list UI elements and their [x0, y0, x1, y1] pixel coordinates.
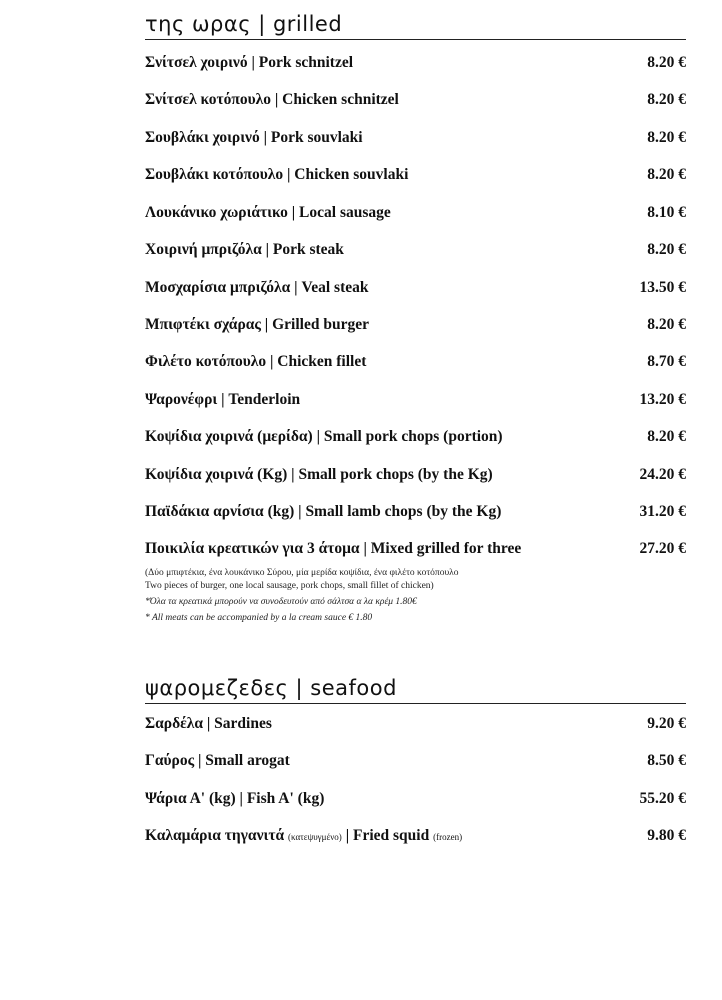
item-price: 9.80 €	[647, 827, 686, 844]
item-price: 8.20 €	[647, 428, 686, 445]
item-price: 31.20 €	[639, 503, 686, 520]
menu-item	[145, 712, 686, 736]
item-price: 8.10 €	[647, 204, 686, 221]
item-name: Σνίτσελ χοιρινό | Pork schnitzel	[145, 54, 354, 71]
heading-divider	[145, 703, 686, 704]
heading-divider	[145, 39, 686, 40]
item-price: 8.20 €	[647, 129, 686, 146]
squid-note-english: (frozen)	[433, 832, 463, 842]
item-name: Κοψίδια χοιρινά (Kg) | Small pork chops (by the Kg)	[145, 466, 493, 483]
squid-note-greek: (κατεψυγμένο)	[288, 832, 342, 842]
item-name: Σουβλάκι χοιρινό | Pork souvlaki	[145, 129, 363, 146]
squid-name-greek: Καλαμάρια τηγανιτά	[145, 827, 285, 844]
menu-item	[145, 238, 686, 262]
menu-item	[145, 350, 686, 374]
item-price: 8.20 €	[647, 316, 686, 333]
item-price: 13.50 €	[639, 279, 686, 296]
item-name	[145, 824, 462, 849]
item-name: Φιλέτο κοτόπουλο | Chicken fillet	[145, 353, 367, 370]
item-name: Σαρδέλα | Sardines	[145, 715, 272, 732]
menu-item	[145, 425, 686, 449]
item-name: Παϊδάκια αρνίσια (kg) | Small lamb chops (by the Kg)	[145, 503, 502, 520]
item-price: 9.20 €	[647, 715, 686, 732]
squid-name-english: | Fried squid	[345, 827, 430, 844]
menu-item	[145, 313, 686, 337]
menu-item	[145, 51, 686, 75]
item-price: 8.20 €	[647, 54, 686, 71]
section-heading-seafood: ψαρομεζεδες | seafood	[145, 676, 397, 700]
section-heading-grilled: της ωρας | grilled	[145, 12, 343, 36]
menu-item	[145, 88, 686, 112]
item-price: 8.50 €	[647, 752, 686, 769]
item-price: 8.20 €	[647, 91, 686, 108]
menu-item	[145, 749, 686, 773]
item-price: 8.20 €	[647, 166, 686, 183]
item-name: Ψάρια Α' (kg) | Fish A' (kg)	[145, 790, 325, 807]
seafood-section	[145, 674, 686, 704]
item-name: Ποικιλία κρεατικών για 3 άτομα | Mixed grilled for three	[145, 540, 522, 557]
item-price: 24.20 €	[639, 466, 686, 483]
menu-item	[145, 163, 686, 187]
note-sauce-greek: *Όλα τα κρεατικά μπορούν να συνοδευτούν από σάλτσα α λα κρέμ 1.80€	[145, 597, 417, 607]
menu-item	[145, 537, 686, 561]
item-price: 8.20 €	[647, 241, 686, 258]
menu-item	[145, 824, 686, 848]
item-price: 27.20 €	[639, 540, 686, 557]
menu-item	[145, 463, 686, 487]
menu-item	[145, 201, 686, 225]
item-price: 13.20 €	[639, 391, 686, 408]
item-name: Κοψίδια χοιρινά (μερίδα) | Small pork chops (portion)	[145, 428, 503, 445]
item-name: Μπιφτέκι σχάρας | Grilled burger	[145, 316, 369, 333]
item-price: 55.20 €	[639, 790, 686, 807]
item-name: Λουκάνικο χωριάτικο | Local sausage	[145, 204, 391, 221]
menu-item	[145, 500, 686, 524]
item-name: Σνίτσελ κοτόπουλο | Chicken schnitzel	[145, 91, 399, 108]
item-name: Χοιρινή μπριζόλα | Pork steak	[145, 241, 344, 258]
note-line-english-contents: Two pieces of burger, one local sausage, pork chops, small fillet of chicken)	[145, 581, 434, 591]
item-name: Γαύρος | Small arogat	[145, 752, 290, 769]
menu-item	[145, 787, 686, 811]
grilled-section	[145, 10, 686, 40]
menu-item	[145, 388, 686, 412]
item-name: Μοσχαρίσια μπριζόλα | Veal steak	[145, 279, 369, 296]
note-sauce-english: * All meats can be accompanied by a la cream sauce € 1.80	[145, 613, 373, 623]
item-name: Σουβλάκι κοτόπουλο | Chicken souvlaki	[145, 166, 409, 183]
item-name: Ψαρονέφρι | Tenderloin	[145, 391, 301, 408]
item-price: 8.70 €	[647, 353, 686, 370]
notes-block	[145, 567, 686, 625]
note-line-greek-contents: (Δύο μπιφτέκια, ένα λουκάνικο Σύρου, μία μερίδα κοψίδια, ένα φιλέτο κοτόπουλο	[145, 568, 459, 578]
menu-item	[145, 126, 686, 150]
menu-item	[145, 276, 686, 300]
